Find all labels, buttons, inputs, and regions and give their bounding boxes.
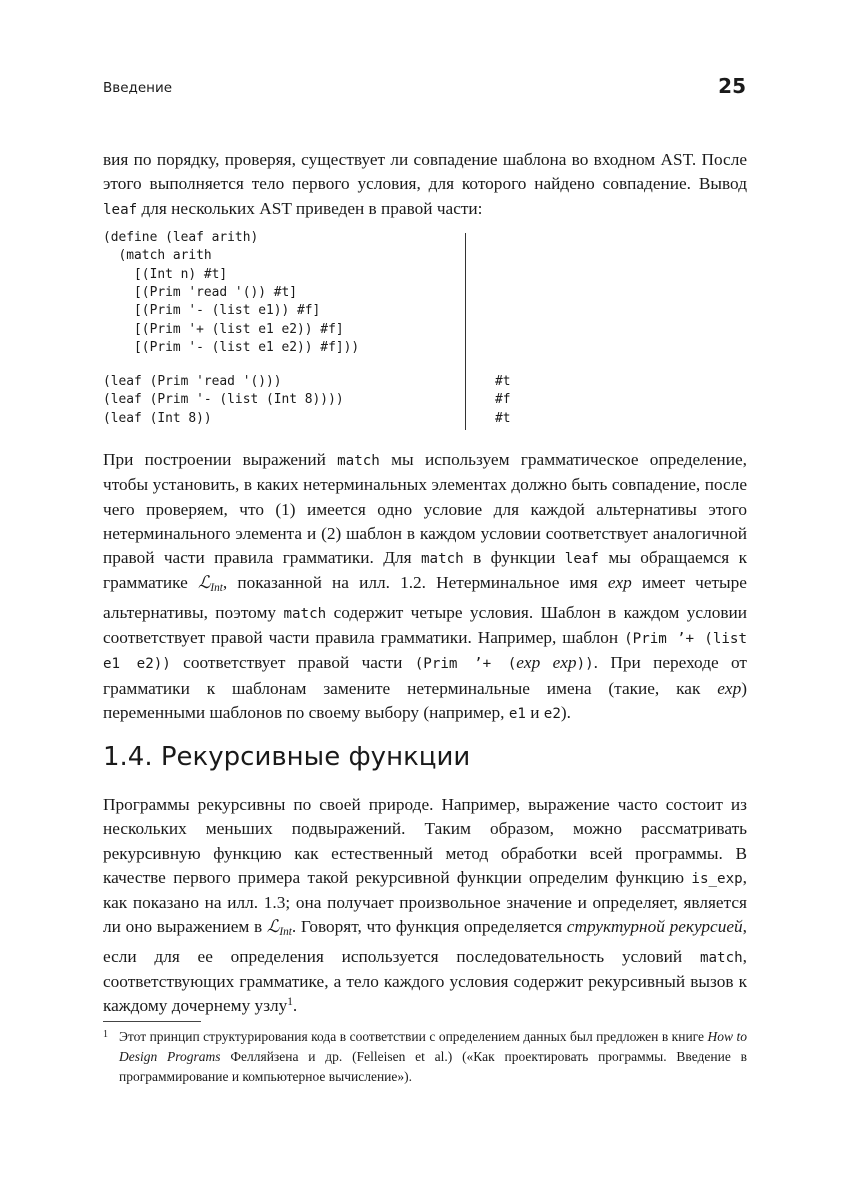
code-line: [(Prim 'read '()) #t] — [103, 284, 298, 300]
text-run: . Говорят, что функция определяется — [291, 917, 567, 937]
text-run: , соответствующих грамматике, а тело каждого условия содержит рекурсивный вызов к каждому дочернему узлу — [103, 946, 747, 1016]
text-run: Программы рекурсивны по своей природе. Например, выражение часто состоит из нескольких меньших подвыражений. Таким образом, можно рассматривать рекурсивную функцию как естественный метод обработки всей программы. В качестве первого примера такой рекурсивной функции определим функцию — [103, 795, 747, 887]
inline-code: match — [699, 949, 743, 966]
code-line: [(Prim '- (list e1)) #f] — [103, 303, 321, 319]
inline-code: match — [283, 605, 327, 622]
inline-code: match — [337, 453, 380, 469]
inline-code: )) — [576, 656, 594, 673]
inline-code: e2 — [543, 705, 561, 722]
inline-code: is_exp — [691, 870, 743, 887]
text-run: . — [292, 996, 298, 1016]
italic-term: exp — [717, 678, 742, 698]
code-example-expression: (leaf (Int 8)) — [103, 410, 212, 426]
code-line: [(Prim '- (list e1 e2)) #f])) — [103, 339, 360, 355]
text-run: . При переходе от грамматики к шаблонам замените нетерминальные имена (такие, как — [103, 653, 747, 698]
footnote-reference[interactable]: 1 — [287, 996, 293, 1009]
text-run: содержит четыре условия. Шаблон в каждом условии соответствует правой части правила грамматики. Например, шаблон — [103, 602, 748, 648]
code-line: (define (leaf arith) — [103, 230, 259, 245]
code-line: [(Prim '+ (list e1 e2)) #f] — [103, 321, 344, 337]
text-run: Этот принцип структурирования кода в соответствии с определением данных был предложен в книге — [119, 1029, 708, 1044]
code-example-result: #f — [495, 392, 511, 408]
text-run: в функции — [463, 548, 565, 568]
body-paragraph — [103, 448, 747, 726]
italic-term: exp exp — [516, 653, 577, 673]
language-symbol: ℒ$_{Int}$ — [266, 917, 292, 939]
code-line: [(Int n) #t] — [103, 266, 228, 282]
language-symbol: ℒ$_{Int}$ — [197, 573, 223, 595]
code-divider — [465, 233, 466, 430]
inline-code: match — [420, 551, 464, 568]
text-run: соответствует правой части — [170, 653, 415, 673]
text-run: вия по порядку, проверяя, существует ли совпадение шаблона во входном AST. После этого выполняется тело первого условия, для которого найдено совпадение. Вывод — [103, 150, 747, 194]
running-head: Введение — [103, 80, 173, 96]
text-run: ). — [560, 702, 571, 722]
text-run: ) переменными шаблонов по своему выбору (например, — [103, 678, 747, 722]
text-run: мы используем грамматическое определение, чтобы установить, в каких нетерминальных элементах должно быть совпадение, после чего проверяем, что (1) имеется одно условие для каждой альтернативы этого нетерминального элемента и (2) шаблон в каждом условии соответствует аналогичной правой части правила грамматики. Для — [103, 450, 747, 568]
inline-code: (Prim ’+ (list e1 e2)) — [103, 631, 747, 673]
text-run: При построении выражений — [103, 450, 338, 469]
text-run: , если для ее определения используется последовательность условий — [103, 917, 747, 966]
code-line: (match arith — [103, 248, 212, 264]
text-run: имеет четыре альтернативы, поэтому — [103, 573, 747, 622]
italic-term: exp — [607, 573, 632, 593]
code-example-expression: (leaf (Prim 'read '())) — [103, 374, 282, 389]
inline-code: leaf — [564, 551, 599, 568]
text-run: Фелляйзена и др. (Felleisen et al.) («Как проектировать программы. Введение в программирование и компьютерное вычисление»). — [119, 1049, 747, 1084]
section-heading: 1.4. Рекурсивные функции — [103, 742, 471, 772]
code-example-expression: (leaf (Prim '- (list (Int 8)))) — [103, 392, 344, 408]
italic-term: структурной рекурсией — [566, 917, 743, 937]
footnote — [103, 1027, 747, 1087]
book-title: How to Design Programs — [119, 1029, 747, 1064]
text-run: и — [525, 702, 544, 722]
code-example-result: #t — [495, 374, 511, 389]
footnote-mark: 1 — [103, 1029, 108, 1040]
text-run: , как показано на илл. 1.3; она получает произвольное значение и определяет, является ли оно выражением в — [103, 867, 747, 937]
intro-paragraph — [103, 148, 747, 222]
page-number: 25 — [718, 74, 746, 98]
footnote-rule — [103, 1021, 201, 1022]
inline-code: e1 — [508, 705, 526, 722]
body-paragraph — [103, 793, 747, 1019]
text-run: для нескольких AST приведен в правой части: — [137, 198, 483, 218]
text-run: , показанной на илл. 1.2. Нетерминальное имя — [222, 573, 608, 593]
code-example-result: #t — [495, 410, 511, 426]
inline-code: leaf — [103, 201, 138, 218]
text-run: мы обращаемся к грамматике — [103, 548, 747, 593]
inline-code: (Prim ’+ ( — [414, 656, 517, 673]
